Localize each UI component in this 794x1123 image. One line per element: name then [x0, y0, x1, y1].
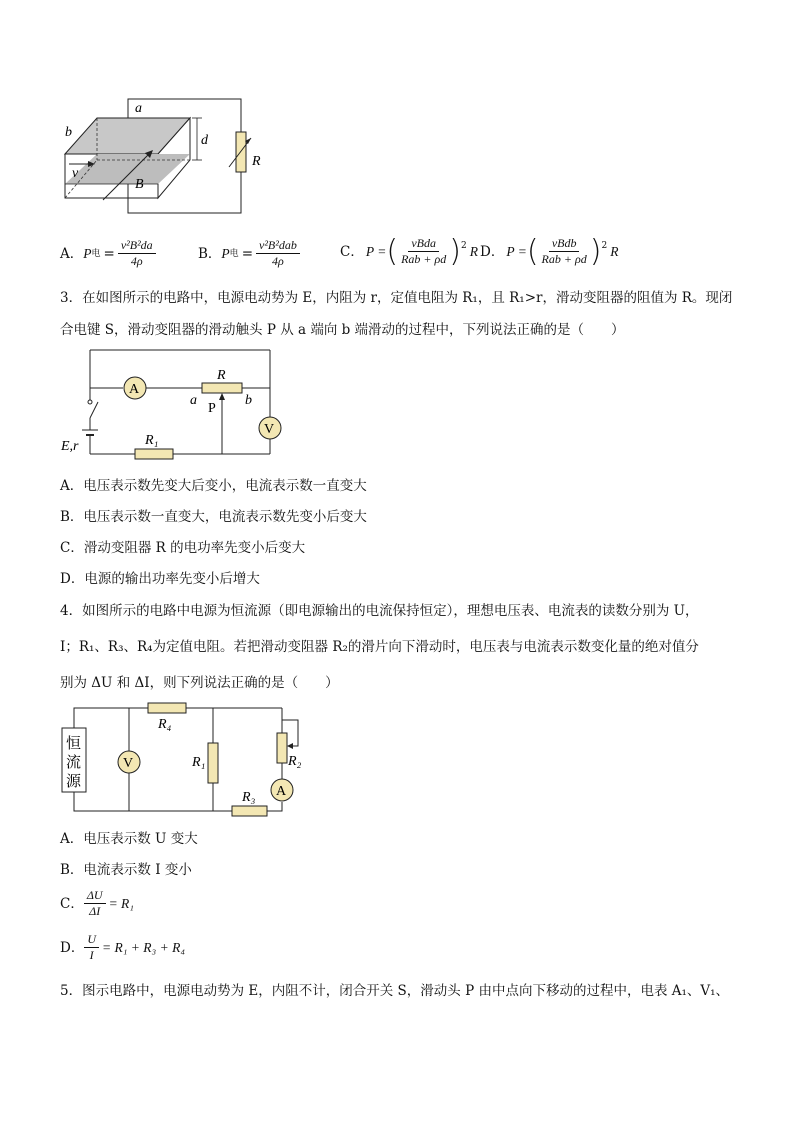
label-R2: R₂ — [288, 754, 302, 769]
label-R: R — [252, 154, 261, 169]
left-paren: ( — [386, 233, 399, 269]
lhs: P = — [365, 243, 387, 259]
label-a: a — [190, 393, 197, 408]
denominator: ΔI — [89, 904, 101, 918]
equals: = — [241, 245, 253, 262]
subscript: 电 — [91, 248, 101, 259]
source-char-3: 源 — [66, 774, 82, 790]
figure-mhd-generator — [55, 92, 261, 222]
q4-option-c — [60, 888, 134, 919]
q2-option-d — [480, 233, 619, 269]
numerator: v²B²dab — [256, 238, 300, 254]
subscript: 电 — [229, 248, 239, 259]
rheostat-R — [202, 383, 242, 393]
label-v: v — [72, 166, 79, 181]
source-char-2: 流 — [66, 755, 82, 771]
label-Er: E,r — [61, 439, 79, 454]
denominator: I — [89, 948, 94, 962]
right-paren: ) — [589, 233, 602, 269]
q5-stem-line1: 5．图示电路中，电源电动势为 E，内阻不计，闭合开关 S，滑动头 P 由中点向下移动的过程中，电表 A₁、V₁、 — [60, 983, 730, 999]
label-b: b — [245, 393, 252, 408]
ammeter-label: A — [129, 382, 140, 397]
fraction — [84, 888, 106, 919]
denominator: 4ρ — [130, 254, 143, 268]
option-key: D． — [60, 939, 85, 956]
numerator: ΔU — [84, 888, 106, 904]
option-key: C． — [60, 895, 84, 912]
symbol-P: P — [83, 245, 92, 261]
left-paren: ( — [526, 233, 539, 269]
symbol-P: P — [221, 245, 230, 261]
q3-option-a: A．电压表示数先变大后变小，电流表示数一直变大 — [60, 478, 367, 494]
option-key: D． — [480, 243, 505, 260]
q2-option-a — [60, 238, 156, 269]
switch-S — [90, 402, 98, 418]
fraction — [256, 238, 300, 269]
label-R3: R₃ — [242, 790, 256, 805]
label-B: B — [135, 177, 144, 192]
label-R1: R₁ — [192, 755, 206, 770]
tail: R — [469, 243, 478, 259]
fraction — [118, 238, 156, 269]
numerator: vBda — [408, 236, 439, 252]
rheostat-R2 — [277, 733, 287, 763]
figure-q3-circuit — [55, 342, 295, 472]
q4-stem-line3: 别为 ΔU 和 ΔI，则下列说法正确的是（ ） — [60, 675, 339, 691]
label-R4: R₄ — [158, 717, 172, 732]
q4-stem-line2: I；R₁、R₃、R₄为定值电阻。若把滑动变阻器 R₂的滑片向下滑动时，电压表与电流表示数变化量的绝对值分 — [60, 639, 699, 655]
label-d: d — [201, 133, 208, 148]
option-key: B． — [198, 245, 222, 262]
q3-option-c: C．滑动变阻器 R 的电功率先变小后变大 — [60, 540, 306, 556]
option-key: A． — [60, 245, 84, 262]
resistor-R3 — [232, 806, 267, 816]
numerator: U — [84, 932, 99, 948]
resistor-R1 — [208, 743, 218, 783]
label-R1: R₁ — [145, 433, 159, 448]
q3-stem-line1: 3．在如图所示的电路中，电源电动势为 E，内阻为 r，定值电阻为 R₁，且 R₁>r，滑动变阻器的阻值为 R。现闭 — [60, 290, 733, 306]
q4-option-d — [60, 932, 185, 963]
rhs: = R₁ + R₃ + R₄ — [102, 939, 186, 955]
label-a: a — [135, 101, 142, 116]
option-key: C． — [340, 243, 364, 260]
fraction — [398, 236, 449, 267]
q2-option-c — [340, 233, 478, 269]
exponent: 2 — [460, 241, 467, 251]
numerator: v²B²da — [118, 238, 156, 254]
label-P: P — [208, 401, 216, 416]
q4-stem-line1: 4．如图所示的电路中电源为恒流源（即电源输出的电流保持恒定），理想电压表、电流表的读数分别为 U， — [60, 603, 699, 619]
figure-q4-circuit — [60, 698, 330, 824]
denominator: 4ρ — [272, 254, 284, 268]
q2-option-b — [198, 238, 300, 269]
fraction — [539, 236, 590, 267]
numerator: vBdb — [549, 236, 580, 252]
q4-option-a: A．电压表示数 U 变大 — [60, 831, 198, 847]
q3-option-b: B．电压表示数一直变大，电流表示数先变小后变大 — [60, 509, 367, 525]
ammeter-label: A — [276, 784, 287, 799]
q3-stem-line2: 合电键 S，滑动变阻器的滑动触头 P 从 a 端向 b 端滑动的过程中，下列说法正确的是（ ） — [60, 322, 625, 338]
resistor-R4 — [148, 703, 186, 713]
exponent: 2 — [601, 241, 608, 251]
rhs: = R₁ — [108, 895, 134, 911]
q4-option-b: B．电流表示数 I 变小 — [60, 862, 192, 878]
denominator: Rab + ρd — [541, 252, 587, 266]
q3-option-d: D．电源的输出功率先变小后增大 — [60, 571, 260, 587]
lhs: P = — [506, 243, 527, 259]
voltmeter-label: V — [264, 422, 275, 437]
label-b: b — [65, 125, 72, 140]
right-paren: ) — [449, 233, 461, 269]
voltmeter-label: V — [123, 756, 134, 771]
equals: = — [103, 245, 115, 262]
source-char-1: 恒 — [66, 736, 82, 752]
label-R: R — [217, 368, 226, 383]
tail: R — [610, 243, 619, 259]
denominator: Rab + ρd — [401, 252, 447, 266]
fraction — [84, 932, 99, 963]
resistor-R1 — [135, 449, 173, 459]
